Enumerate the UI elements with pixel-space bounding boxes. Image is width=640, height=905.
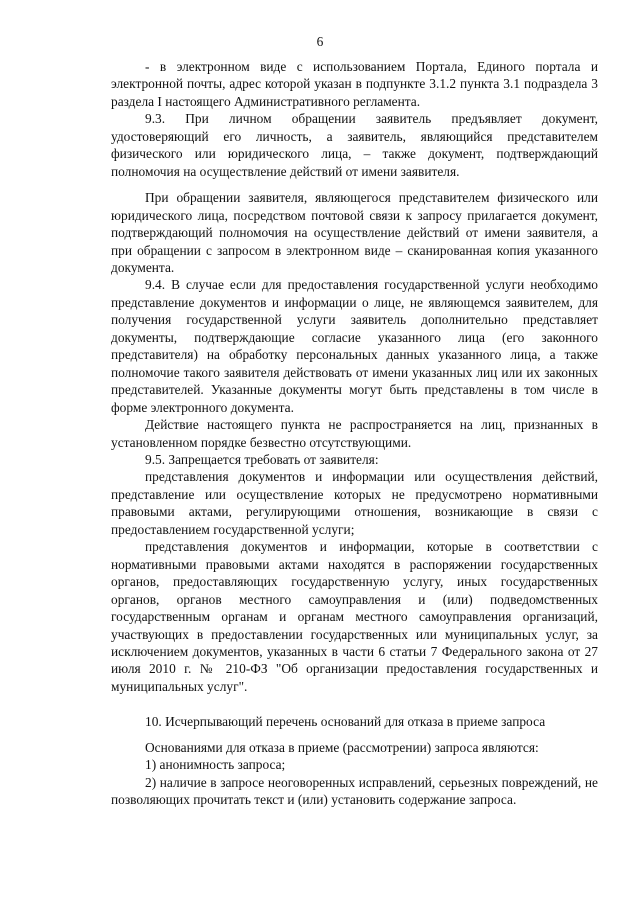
paragraph: - в электронном виде с использованием Портала, Единого портала и электронной почты, адрес которой указан в подпункте 3.1.2 пункта 3.1 подраздела 3 раздела I настоящего Административного регламента. [111,59,598,109]
paragraph: 9.3. При личном обращении заявитель предъявляет документ, удостоверяющий его личность, а заявитель, являющийся представителем физического или юридического лица, – также документ, подтверждающий полномочия на осуществление действий от имени заявителя. [111,111,598,179]
paragraph: 1) анонимность запроса; [145,757,286,773]
paragraph: представления документов и информации или осуществления действий, представление или осуществление которых не предусмотрено нормативными правовыми актами, регулирующими отношения, возникающие в связи с предоставлением государственной услуги; [111,469,598,537]
paragraph: 9.4. В случае если для предоставления государственной услуги необходимо представление документов и информации о лице, не являющемся заявителем, для получения государственной услуги заявитель дополнительно представляет документы, подтверждающие согласие указанного лица (его законного представителя) на обработку персональных данных указанного лица, а также полномочие такого заявителя действовать от имени указанных лиц или их законных представителей. Указанные документы могут быть представлены в том числе в форме электронного документа. [111,277,598,415]
section-heading: 10. Исчерпывающий перечень оснований для отказа в приеме запроса [145,714,546,730]
page-number: 6 [316,34,324,49]
paragraph: При обращении заявителя, являющегося представителем физического или юридического лица, посредством почтовой связи к запросу прилагается документ, подтверждающий полномочия на осуществление действий от имени заявителя, а при обращении с запросом в электронном виде – сканированная копия указанного документа. [111,190,598,275]
paragraph: 9.5. Запрещается требовать от заявителя: [145,451,379,467]
paragraph: 2) наличие в запросе неоговоренных исправлений, серьезных повреждений, не позволяющих прочитать текст и (или) установить содержание запроса. [111,774,598,808]
paragraph: Основаниями для отказа в приеме (рассмотрении) запроса являются: [145,739,539,755]
document-body [111,58,598,809]
paragraph: представления документов и информации, которые в соответствии с нормативными правовыми актами находятся в распоряжении государственных органов, предоставляющих государственную услугу, иных государственных органов, органов местного самоуправления и (или) подведомственных государственным органам и органам местного самоуправления организаций, участвующих в предоставлении государственных или муниципальных услуг, за исключением документов, указанных в части 6 статьи 7 Федерального закона от 27 июля 2010 г. № 210-ФЗ "Об организации предоставления государственных и муниципальных услуг". [111,539,598,694]
paragraph: Действие настоящего пункта не распространяется на лиц, признанных в установленном порядке безвестно отсутствующими. [111,417,598,450]
